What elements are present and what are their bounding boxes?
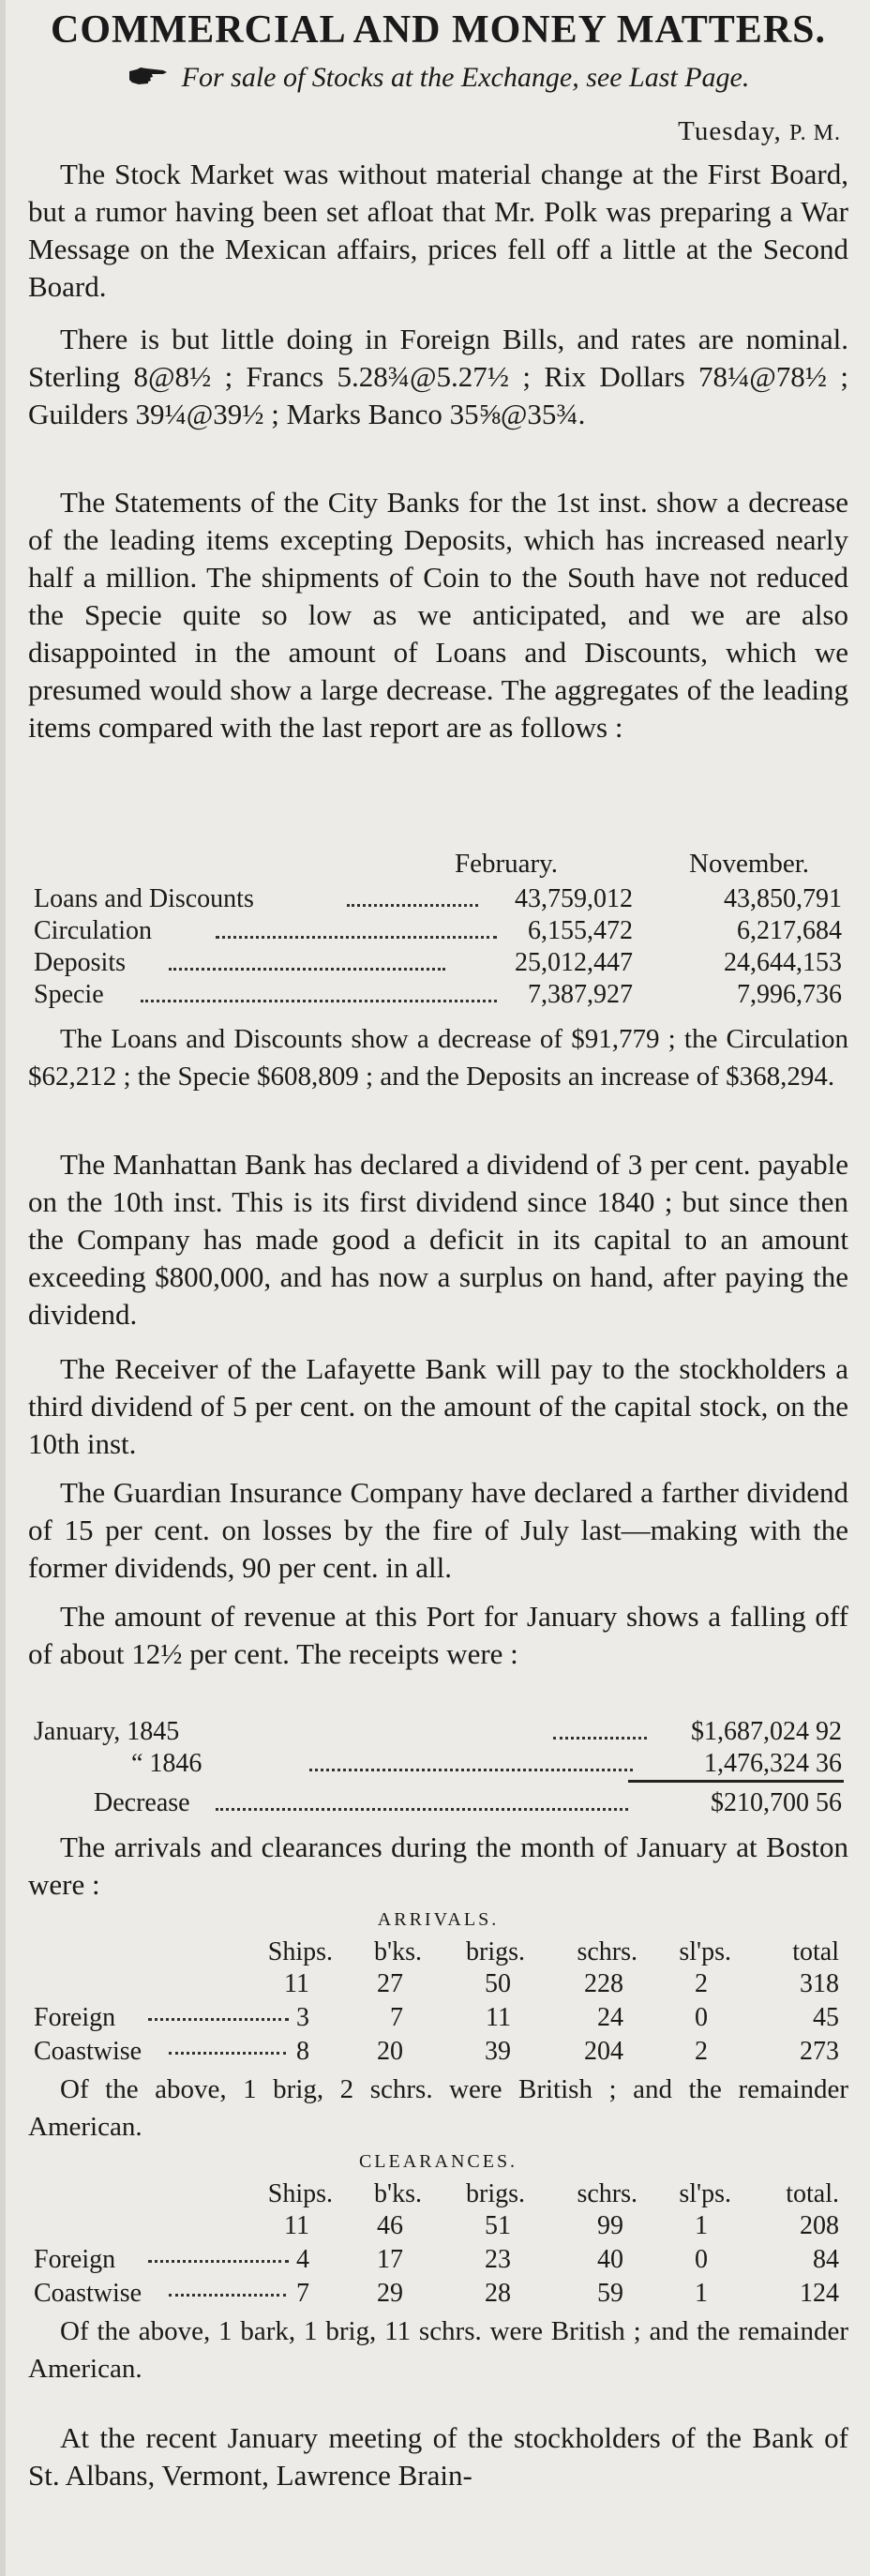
revenue-row <box>28 1716 848 1748</box>
paragraph-foreign-bills: There is but little doing in Foreign Bills, and rates are nominal. Sterling 8@8½ ; Francs 5.28¾@5.27½ ; Rix Dollars 78¼@78½ ; Guilders 39¼@39½ ; Marks Banco 35⅝@35¾. <box>28 323 848 430</box>
pointing-hand-icon <box>128 62 169 94</box>
row-label: Specie <box>34 980 104 1009</box>
page-edge <box>0 0 6 2576</box>
row-nov-value: 7,996,736 <box>737 980 842 1009</box>
col-header: brigs. <box>466 1937 525 1966</box>
row-label: Foreign <box>34 2245 116 2274</box>
col-header: schrs. <box>577 1937 638 1966</box>
col-header: sl'ps. <box>679 2179 731 2208</box>
row-feb-value: 43,759,012 <box>515 884 633 913</box>
col-header: total <box>792 1937 839 1966</box>
cell: 4 <box>296 2245 309 2274</box>
row-label: Foreign <box>34 2003 116 2032</box>
leader-dots <box>309 1769 633 1771</box>
masthead-title: COMMERCIAL AND MONEY MATTERS. <box>50 8 827 52</box>
cell: 318 <box>800 1969 839 1998</box>
row-label: Coastwise <box>34 2279 142 2308</box>
dateline-day: Tuesday, <box>678 116 782 146</box>
col-header: total. <box>786 2179 839 2208</box>
sum-rule <box>628 1780 844 1783</box>
table-row <box>28 947 848 979</box>
paragraph-clearances-note: Of the above, 1 bark, 1 brig, 11 schrs. were British ; and the remainder American. <box>28 2316 848 2384</box>
table-row <box>28 979 848 1011</box>
cell: 1 <box>695 2279 708 2308</box>
cell: 228 <box>584 1969 623 1998</box>
revenue-label: “ 1846 <box>131 1749 202 1778</box>
cell: 59 <box>597 2279 623 2308</box>
cell: 28 <box>485 2279 511 2308</box>
dateline <box>678 116 841 147</box>
table-row <box>28 2277 848 2311</box>
row-label: Coastwise <box>34 2037 142 2066</box>
cell: 46 <box>377 2211 403 2240</box>
cell: 51 <box>485 2211 511 2240</box>
revenue-value: $210,700 56 <box>711 1788 842 1817</box>
cell: 11 <box>486 2003 511 2032</box>
row-feb-value: 25,012,447 <box>515 948 633 977</box>
cell: 0 <box>695 2245 708 2274</box>
col-header: Ships. <box>267 2179 333 2208</box>
dateline-time: P. M. <box>788 121 841 145</box>
cell: 24 <box>597 2003 623 2032</box>
col-header: b'ks. <box>374 1937 422 1966</box>
revenue-label: January, 1845 <box>34 1717 180 1746</box>
revenue-label: Decrease <box>94 1788 190 1817</box>
cell: 1 <box>695 2211 708 2240</box>
col-header: Ships. <box>267 1937 333 1966</box>
cell: 27 <box>377 1969 403 1998</box>
row-feb-value: 6,155,472 <box>528 916 633 945</box>
arrivals-header-row <box>28 1936 848 1969</box>
cell: 8 <box>296 2037 309 2066</box>
cell: 3 <box>296 2003 309 2032</box>
paragraph-st-albans: At the recent January meeting of the stockholders of the Bank of St. Albans, Vermont, Lawrence Brain- <box>28 2421 848 2492</box>
cell: 39 <box>485 2037 511 2066</box>
table-row <box>28 1967 848 2001</box>
exchange-notice <box>28 62 848 94</box>
cell: 2 <box>695 2037 708 2066</box>
clearances-title: CLEARANCES. <box>358 2151 518 2172</box>
row-label: Loans and Discounts <box>34 884 254 913</box>
row-label: Deposits <box>34 948 126 977</box>
row-label: Circulation <box>34 916 152 945</box>
row-nov-value: 24,644,153 <box>724 948 842 977</box>
cell: 40 <box>597 2245 623 2274</box>
revenue-value: $1,687,024 92 <box>691 1717 842 1746</box>
cell: 45 <box>813 2003 839 2032</box>
notice-text: For sale of Stocks at the Exchange, see Last Page. <box>181 62 750 93</box>
paragraph-lafayette-bank: The Receiver of the Lafayette Bank will pay to the stockholders a third dividend of 5 per cent. on the amount of the capital stock, on the 10th inst. <box>28 1352 848 1460</box>
cell: 2 <box>695 1969 708 1998</box>
col-header: brigs. <box>466 2179 525 2208</box>
cell: 273 <box>800 2037 839 2066</box>
header-november: November. <box>689 849 810 879</box>
paragraph-manhattan-bank: The Manhattan Bank has declared a dividend of 3 per cent. payable on the 10th inst. This is its first dividend since 1840 ; but since then the Company has made good a deficit in its capital to an amount exceeding $800,000, and has now a surplus on hand, after paying the dividend. <box>28 1148 848 1331</box>
leader-dots <box>169 968 445 971</box>
cell: 11 <box>284 1969 309 1998</box>
arrivals-title: ARRIVALS. <box>377 1909 500 1930</box>
col-header: sl'ps. <box>679 1937 731 1966</box>
paragraph-city-banks: The Statements of the City Banks for the 1st inst. show a decrease of the leading items excepting Deposits, which has increased nearly half a million. The shipments of Coin to the South have not reduced the Specie quite so low as we anticipated, and we are also disappointed in the amount of Loans and Discounts, which we presumed would show a large decrease. The aggregates of the leading items compared with the last report are as follows : <box>28 486 848 744</box>
cell: 20 <box>377 2037 403 2066</box>
table-row <box>28 915 848 947</box>
revenue-row <box>28 1787 848 1819</box>
cell: 50 <box>485 1969 511 1998</box>
row-nov-value: 43,850,791 <box>724 884 842 913</box>
paragraph-boston-shipping: The arrivals and clearances during the month of January at Boston were : <box>28 1830 848 1901</box>
table-row <box>28 883 848 915</box>
revenue-value: 1,476,324 36 <box>704 1749 842 1778</box>
cell: 0 <box>695 2003 708 2032</box>
cell: 204 <box>584 2037 623 2066</box>
revenue-row <box>28 1748 848 1780</box>
cell: 23 <box>485 2245 511 2274</box>
cell: 11 <box>284 2211 309 2240</box>
paragraph-guardian-insurance: The Guardian Insurance Company have declared a farther dividend of 15 per cent. on losses by the fire of July last—making with the former dividends, 90 per cent. in all. <box>28 1476 848 1584</box>
cell: 7 <box>296 2279 309 2308</box>
paragraph-port-revenue: The amount of revenue at this Port for January shows a falling off of about 12½ per cent. The receipts were : <box>28 1600 848 1670</box>
table-row <box>28 2243 848 2277</box>
paragraph-stock-market: The Stock Market was without material change at the First Board, but a rumor having been set afloat that Mr. Polk was preparing a War Message on the Mexican affairs, prices fell off a little at the Second Board. <box>28 158 848 303</box>
cell: 7 <box>390 2003 403 2032</box>
paragraph-bank-changes: The Loans and Discounts show a decrease of $91,779 ; the Circulation $62,212 ; the Specie $608,809 ; and the Deposits an increase of $368,294. <box>28 1024 848 1092</box>
cell: 29 <box>377 2279 403 2308</box>
table-row <box>28 2001 848 2035</box>
col-header: schrs. <box>577 2179 638 2208</box>
leader-dots <box>553 1737 647 1740</box>
paragraph-arrivals-note: Of the above, 1 brig, 2 schrs. were British ; and the remainder American. <box>28 2074 848 2142</box>
cell: 208 <box>800 2211 839 2240</box>
clearances-header-row <box>28 2177 848 2211</box>
leader-dots <box>216 1808 628 1811</box>
col-header: b'ks. <box>374 2179 422 2208</box>
table-row <box>28 2209 848 2243</box>
cell: 99 <box>597 2211 623 2240</box>
row-nov-value: 6,217,684 <box>737 916 842 945</box>
cell: 124 <box>800 2279 839 2308</box>
row-feb-value: 7,387,927 <box>528 980 633 1009</box>
table-row <box>28 2035 848 2069</box>
cell: 84 <box>813 2245 839 2274</box>
cell: 17 <box>377 2245 403 2274</box>
header-february: February. <box>455 849 559 879</box>
